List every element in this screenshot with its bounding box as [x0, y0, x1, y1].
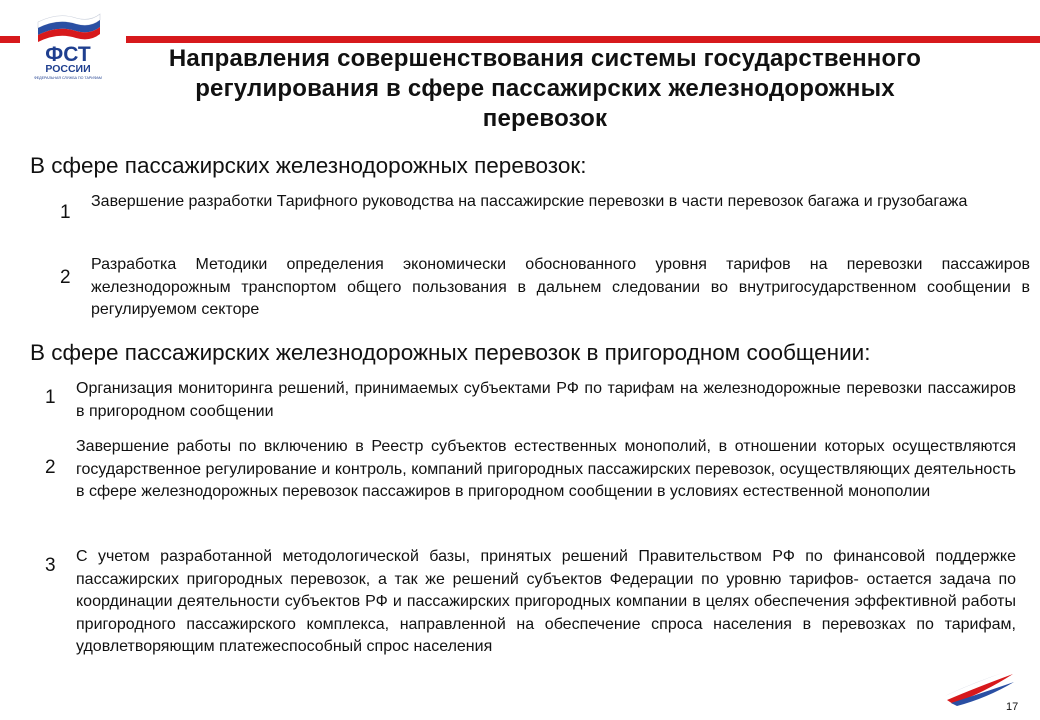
- list-item: С учетом разработанной методологической базы, принятых решений Правительством РФ по финансовой поддержке пассажирских пригородных перевозок, а так же решений субъектов Федерации по уровню тарифов- остается задача по координации деятельности субъектов РФ и пассажирских пригородных компании в целях обеспечения эффективной работы пригородного пассажирского комплекса, направленной на обеспечение спроса населения в перевозках по тарифам, удовлетворяющим платежеспособный спрос населения: [76, 548, 1016, 655]
- item-number: 1: [45, 387, 56, 408]
- flag-swoosh-icon: [945, 672, 1015, 706]
- list-item: Разработка Методики определения экономически обоснованного уровня тарифов на перевозки пассажиров железнодорожным транспортом общего пользования в дальнем следовании во внутригосударственном сообщении в регулируемом секторе: [91, 256, 1030, 318]
- header-red-bar: [126, 36, 1040, 43]
- logo-subtitle: ФЕДЕРАЛЬНАЯ СЛУЖБА ПО ТАРИФАМ: [34, 76, 102, 80]
- fst-logo: [20, 8, 116, 82]
- section-heading-suburban: В сфере пассажирских железнодорожных перевозок в пригородном сообщении:: [30, 340, 871, 365]
- logo-abbr: ФСТ: [45, 43, 91, 66]
- page-title: Направления совершенствования системы государственного регулирования в сфере пассажирских железнодорожных перевозок: [168, 45, 922, 132]
- page-number: 17: [1006, 701, 1019, 713]
- list-item: Завершение разработки Тарифного руководства на пассажирские перевозки в части перевозок багажа и грузобагажа: [91, 193, 968, 210]
- list-item: Организация мониторинга решений, принимаемых субъектами РФ по тарифам на железнодорожные перевозки пассажиров в пригородном сообщении: [76, 380, 1016, 420]
- flag-wave-icon: [20, 8, 116, 82]
- logo-country: РОССИИ: [45, 63, 91, 75]
- list-item: Завершение работы по включению в Реестр субъектов естественных монополий, в отношении которых осуществляются государственное регулирование и контроль, компаний пригородных пассажирских перевозок, осуществляющих деятельность в сфере железнодорожных перевозок пассажиров в пригородном сообщении в условиях естественной монополии: [76, 438, 1016, 500]
- item-number: 3: [45, 555, 56, 576]
- item-number: 1: [60, 202, 71, 223]
- item-number: 2: [60, 267, 71, 288]
- header-red-bar-left: [0, 36, 20, 43]
- section-heading-long-distance: В сфере пассажирских железнодорожных перевозок:: [30, 153, 587, 178]
- item-number: 2: [45, 457, 56, 478]
